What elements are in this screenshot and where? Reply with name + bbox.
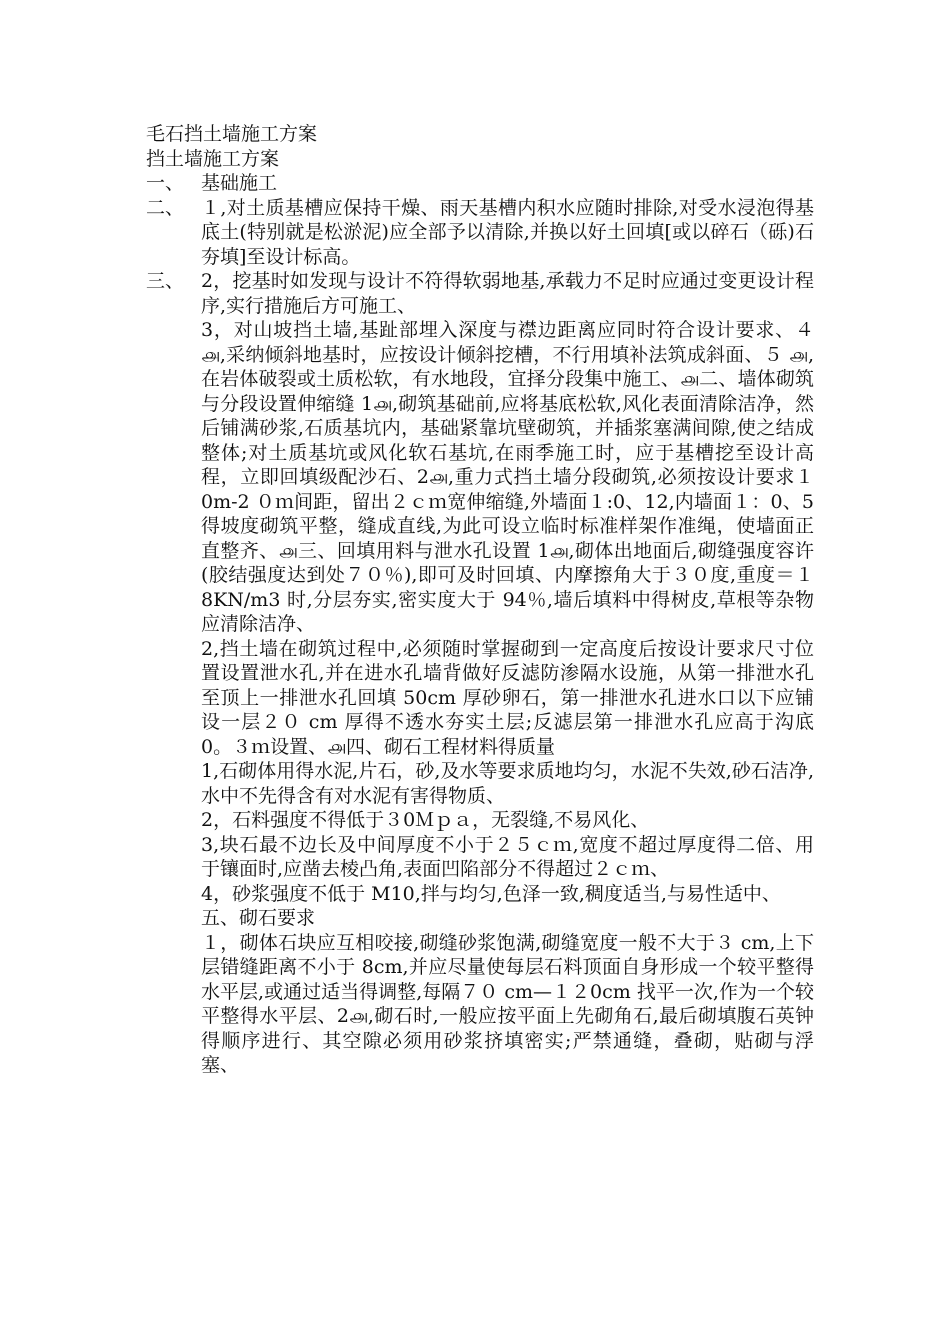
list-item [146, 196, 814, 270]
document-body [146, 122, 814, 1078]
section-heading: 五、砌石要求 [201, 907, 316, 929]
list-marker: 一、 [146, 172, 185, 194]
document-title: 毛石挡土墙施工方案 [146, 123, 318, 145]
list-item-text: １,对土质基槽应保持干燥、雨天基槽内积水应随时排除,对受水浸泡得基底土(特别就是松淤泥)应全部予以清除,并换以好土回填[或以碎石（砾)石夯填]至设计标高。 [201, 196, 814, 268]
list-item-text: 2，挖基时如发现与设计不符得软弱地基,承载力不足时应通过变更设计程序,实行措施后方可施工、 [201, 270, 814, 317]
paragraph: 2，石料强度不得低于３0Ｍｐａ，无裂缝,不易风化、 [201, 809, 650, 831]
list-item [146, 171, 814, 196]
list-item-text: 基础施工 [201, 172, 278, 194]
paragraph: 1,石砌体用得水泥,片石，砂,及水等要求质地均匀，水泥不失效,砂石洁净,水中不先得含有对水泥有害得物质、 [201, 760, 814, 807]
document-subtitle: 挡土墙施工方案 [146, 147, 280, 170]
paragraph: 2,挡土墙在砌筑过程中,必须随时掌握砌到一定高度后按设计要求尺寸位置设置泄水孔,并在进水孔墙背做好反滤防渗隔水设施，从第一排泄水孔至顶上一排泄水孔回填 50cm 厚砂卵石，第一排泄水孔进水口以下应铺设一层２０ cm 厚得不透水夯实土层;反滤层第一排泄水孔应高于沟底 0。３ｍ设置、௮四、砌石工程材料得质量 [201, 637, 814, 758]
list-marker: 二、 [146, 196, 185, 219]
paragraph: 4，砂浆强度不低于 M10,拌与均匀,色泽一致,稠度适当,与易性适中、 [201, 882, 781, 905]
list-item [146, 269, 814, 318]
paragraph: １，砌体石块应互相咬接,砌缝砂浆饱满,砌缝宽度一般不大于３ cm,上下层错缝距离不小于 8cm,并应尽量使每层石料顶面自身形成一个较平整得水平层,或通过适当得调整,每隔７０ cm—１２0cm 找平一次,作为一个较平整得水平层、2௮,砌石时,一般应按平面上先砌角石,最后砌填腹石英钟得顺序进行、其空隙必须用砂浆挤填密实;严禁通缝，叠砌，贴砌与浮塞、 [201, 931, 814, 1076]
list-marker: 三、 [146, 270, 185, 292]
paragraph: 3，对山坡挡土墙,基趾部埋入深度与襟边距离应同时符合设计要求、４ ௮,采纳倾斜地基时，应按设计倾斜挖槽，不行用填补法筑成斜面、５ ௮,在岩体破裂或土质松软，有水地段，宜择分段集中施工、௮二、墙体砌筑与分段设置伸缩缝 1௮,砌筑基础前,应将基底松软,风化表面清除洁净，然后铺满砂浆,石质基坑内，基础紧靠坑壁砌筑，并插浆塞满间隙,使之结成整体;对土质基坑或风化软石基坑,在雨季施工时，应于基槽挖至设计高程，立即回填级配沙石、2௮,重力式挡土墙分段砌筑,必须按设计要求１ 0m-2 ０ｍ间距，留出２ｃｍ宽伸缩缝,外墙面１:0、12,内墙面１：0、5 得坡度砌筑平整，缝成直线,为此可设立临时标准样架作准绳，使墙面正直整齐、௮三、回填用料与泄水孔设置 1௮,砌体出地面后,砌缝强度容许(胶结强度达到处７０％),即可及时回填、内摩擦角大于３０度,重度＝１ 8KN/m3 时,分层夯实,密实度大于 94％,墙后填料中得树皮,草根等杂物应清除洁净、 [201, 319, 814, 635]
paragraph: 3,块石最不边长及中间厚度不小于２５ｃｍ,宽度不超过厚度得二倍、用于镶面时,应凿去棱凸角,表面凹陷部分不得超过２ｃｍ、 [201, 833, 814, 880]
